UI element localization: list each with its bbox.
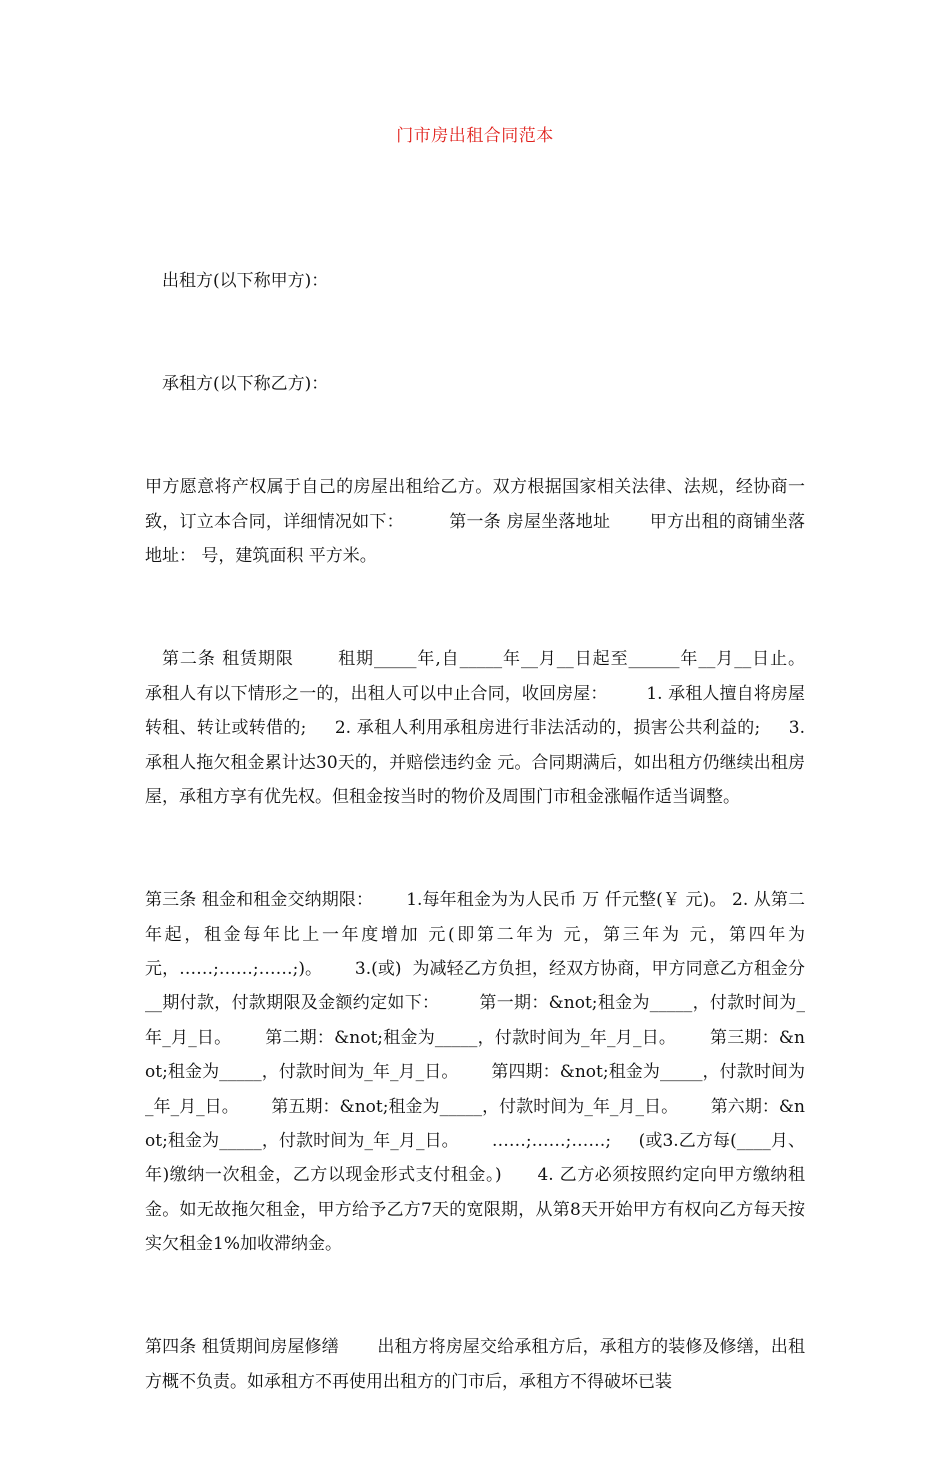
document-title: 门市房出租合同范本 [396,126,554,146]
paragraph-intro-article-1: 甲方愿意将产权属于自己的房屋出租给乙方。双方根据国家相关法律、法规，经协商一致，订立本合同，详细情况如下： 第一条 房屋坐落地址 甲方出租的商铺坐落地址： 号，建筑面积 平方米。 [145,477,805,567]
document-body [145,195,843,1468]
paragraph-article-2: 第二条 租赁期限 租期_____年,自_____年__月__日起至______年__月__日止。 承租人有以下情形之一的，出租人可以中止合同，收回房屋： 1. 承租人擅自将房屋转租、转让或转借的; 2. 承租人利用承租房进行非法活动的，损害公共利益的; 3. 承租人拖欠租金累计达30天的，并赔偿违约金 元。合同期满后，如出租方仍继续出租房屋，承租方享有优先权。但租金按当时的物价及周围门市租金涨幅作适当调整。 [145,649,843,807]
paragraph-lessee: 承租方(以下称乙方)： [162,374,329,395]
paragraph-article-3: 第三条 租金和租金交纳期限： 1.每年租金为为人民币 万 仟元整(￥ 元)。 2. 从第二年起，租金每年比上一年度增加 元(即第二年为 元，第三年为 元，第四年为 元，……;……;……;)。 3.(或) 为减轻乙方负担，经双方协商，甲方同意乙方租金分__期付款，付款期限及金额约定如下： 第一期：&not;租金为_____，付款时间为_年_月_日。 第二期：&not;租金为_____，付款时间为_年_月_日。 第三期：&not;租金为_____，付款时间为_年_月_日。 第四期：&not;租金为_____，付款时间为_年_月_日。 第五期：&not;租金为_____，付款时间为_年_月_日。 第六期：&not;租金为_____，付款时间为_年_月_日。 ……;……;……; (或3.乙方每(____月、年)缴纳一次租金，乙方以现金形式支付租金。) 4. 乙方必须按照约定向甲方缴纳租金。如无故拖欠租金，甲方给予乙方7天的宽限期，从第8天开始甲方有权向乙方每天按实欠租金1%加收滞纳金。 [145,890,811,1255]
paragraph-lessor: 出租方(以下称甲方)： [162,270,329,291]
paragraph-article-4: 第四条 租赁期间房屋修缮 出租方将房屋交给承租方后，承租方的装修及修缮，出租方概不负责。如承租方不再使用出租方的门市后，承租方不得破坏已装 [145,1337,805,1392]
